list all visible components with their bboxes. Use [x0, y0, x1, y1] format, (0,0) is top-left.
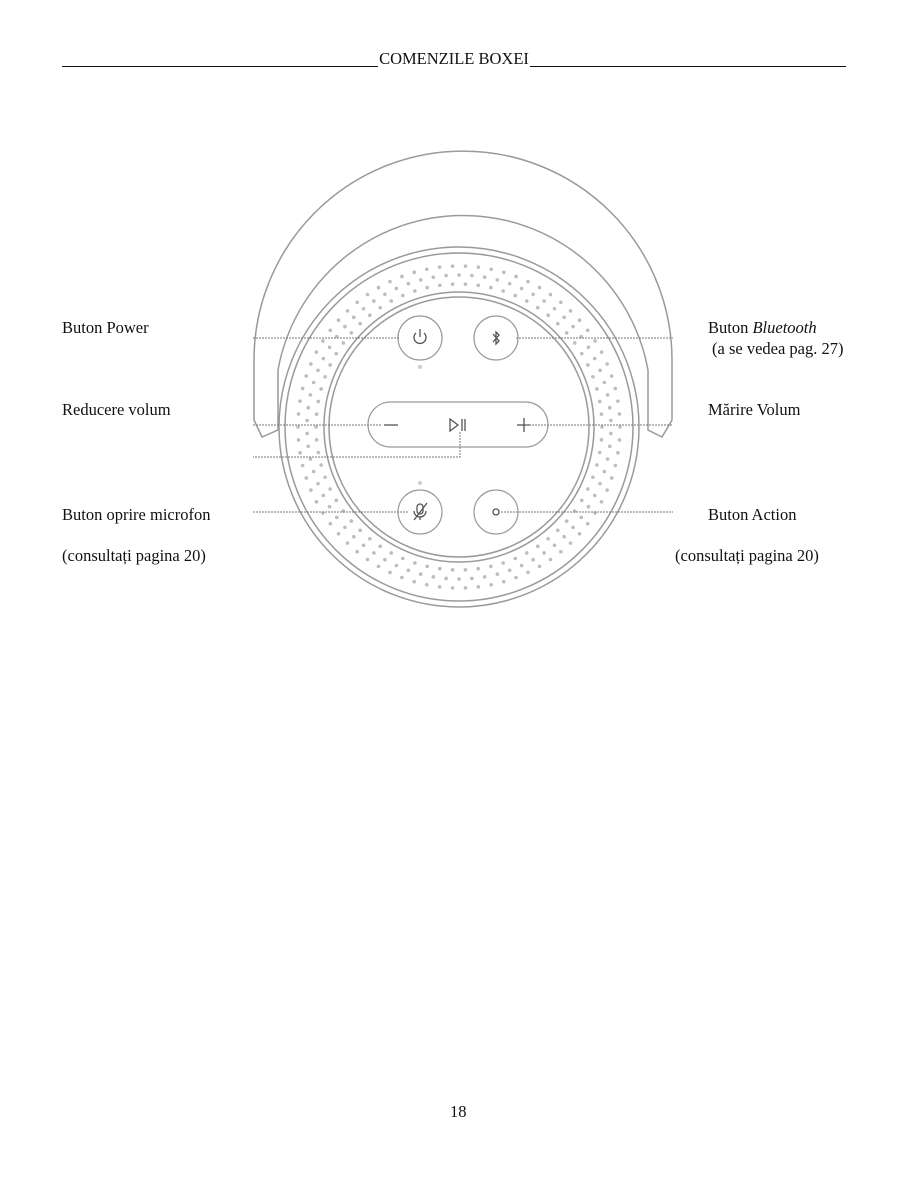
- grille-dot: [309, 393, 313, 397]
- grille-dot: [549, 558, 553, 562]
- grille-dot: [489, 286, 493, 290]
- grille-dot: [514, 275, 518, 279]
- grille-dot: [549, 293, 553, 297]
- grille-dot: [438, 567, 442, 571]
- grille-dot: [346, 541, 350, 545]
- grille-dot: [319, 463, 323, 467]
- grille-dot: [343, 526, 347, 530]
- grille-dot: [355, 300, 359, 304]
- grille-dot: [470, 274, 474, 278]
- grille-dot: [309, 362, 313, 366]
- grille-dot: [328, 346, 332, 350]
- grille-dot: [388, 571, 392, 575]
- grille-dot: [593, 339, 597, 343]
- grille-dot: [580, 352, 584, 356]
- grille-dot: [355, 550, 359, 554]
- grille-dot: [562, 315, 566, 319]
- grille-dot: [514, 576, 518, 580]
- grille-dot: [538, 565, 542, 569]
- grille-dot: [438, 283, 442, 287]
- grille-dot: [413, 561, 417, 565]
- grille-dot: [618, 438, 622, 442]
- grille-dot: [412, 271, 416, 275]
- grille-dot: [603, 470, 607, 474]
- grille-dot: [489, 267, 493, 271]
- grille-dot: [464, 586, 468, 590]
- grille-dot: [562, 535, 566, 539]
- grille-dot: [546, 537, 550, 541]
- grille-dot: [301, 387, 305, 391]
- grille-dot: [542, 551, 546, 555]
- label-bluetooth-ref: (a se vedea pag. 27): [712, 339, 844, 358]
- grille-dot: [328, 522, 332, 526]
- grille-dot: [600, 350, 604, 354]
- grille-dot: [501, 289, 505, 293]
- grille-dot: [304, 476, 308, 480]
- grille-dot: [489, 583, 493, 587]
- grille-dot: [328, 487, 332, 491]
- grille-dot: [556, 529, 560, 533]
- grille-dot: [614, 387, 618, 391]
- grille-dot: [573, 341, 577, 345]
- grille-dot: [513, 294, 517, 298]
- grille-dot: [323, 375, 327, 379]
- grille-dot: [407, 569, 411, 573]
- grille-dot: [477, 265, 481, 269]
- grille-dot: [569, 309, 573, 313]
- label-action-button: Buton Action: [708, 505, 797, 524]
- power-led: [418, 365, 422, 369]
- grille-dot: [377, 565, 381, 569]
- grille-dot: [600, 425, 604, 429]
- grille-dot: [606, 393, 610, 397]
- grille-dot: [569, 541, 573, 545]
- grille-dot: [305, 419, 309, 423]
- grille-dot: [513, 557, 517, 561]
- grille-dot: [496, 572, 500, 576]
- grille-dot: [298, 399, 302, 403]
- grille-dot: [334, 499, 338, 503]
- grille-dot: [556, 322, 560, 326]
- grille-dot: [477, 585, 481, 589]
- grille-dot: [395, 564, 399, 568]
- grille-dot: [502, 271, 506, 275]
- grille-dot: [489, 565, 493, 569]
- grille-dot: [598, 400, 602, 404]
- grille-dot: [337, 318, 341, 322]
- grille-dot: [608, 406, 612, 410]
- grille-dot: [501, 561, 505, 565]
- grille-dot: [565, 331, 569, 335]
- grille-dot: [395, 287, 399, 291]
- grille-dot: [609, 432, 613, 436]
- grille-dot: [438, 265, 442, 269]
- grille-dot: [306, 406, 310, 410]
- grille-dot: [520, 564, 524, 568]
- grille-dot: [451, 264, 455, 268]
- grille-dot: [328, 505, 332, 509]
- grille-dot: [579, 516, 583, 520]
- grille-dot: [298, 451, 302, 455]
- grille-dot: [312, 381, 316, 385]
- grille-dot: [476, 567, 480, 571]
- grille-dot: [401, 294, 405, 298]
- grille-dot: [368, 537, 372, 541]
- grille-dot: [383, 558, 387, 562]
- grille-dot: [419, 278, 423, 282]
- grille-dot: [526, 280, 530, 284]
- grille-dot: [451, 586, 455, 590]
- grille-dot: [603, 381, 607, 385]
- grille-dot: [451, 282, 455, 286]
- grille-dot: [559, 550, 563, 554]
- grille-dot: [321, 357, 325, 361]
- label-bluetooth-button: [708, 318, 817, 338]
- grille-dot: [413, 289, 417, 293]
- grille-dot: [377, 286, 381, 290]
- grille-dot: [352, 535, 356, 539]
- grille-dot: [525, 299, 529, 303]
- grille-dot: [358, 322, 362, 326]
- grille-dot: [591, 375, 595, 379]
- grille-dot: [352, 315, 356, 319]
- grille-dot: [553, 307, 557, 311]
- grille-dot: [553, 543, 557, 547]
- grille-dot: [296, 425, 300, 429]
- power-button: [398, 316, 442, 360]
- grille-dot: [400, 576, 404, 580]
- grille-dot: [586, 522, 590, 526]
- grille-dot: [372, 299, 376, 303]
- grille-dot: [297, 412, 301, 416]
- grille-dot: [526, 571, 530, 575]
- grille-dot: [328, 328, 332, 332]
- grille-dot: [457, 273, 461, 277]
- grille-dot: [470, 577, 474, 581]
- grille-dot: [334, 352, 338, 356]
- grille-dot: [368, 313, 372, 317]
- grille-dot: [315, 500, 319, 504]
- grille-dot: [400, 275, 404, 279]
- grille-dot: [444, 274, 448, 278]
- grille-dot: [531, 558, 535, 562]
- grille-dot: [587, 505, 591, 509]
- grille-dot: [598, 482, 602, 486]
- grille-dot: [580, 499, 584, 503]
- grille-dot: [312, 470, 316, 474]
- grille-dot: [571, 325, 575, 329]
- grille-dot: [559, 300, 563, 304]
- grille-dot: [605, 362, 609, 366]
- grille-dot: [618, 412, 622, 416]
- grille-dot: [309, 457, 313, 461]
- grille-dot: [538, 286, 542, 290]
- grille-dot: [316, 482, 320, 486]
- grille-dot: [362, 543, 366, 547]
- grille-dot: [609, 419, 613, 423]
- grille-dot: [425, 565, 429, 569]
- grille-dot: [306, 445, 310, 449]
- grille-dot: [383, 293, 387, 297]
- label-action-ref: (consultați pagina 20): [675, 546, 819, 565]
- grille-dot: [388, 280, 392, 284]
- grille-dot: [502, 580, 506, 584]
- grille-dot: [586, 328, 590, 332]
- grille-dot: [457, 577, 461, 581]
- grille-dot: [578, 318, 582, 322]
- grille-dot: [366, 293, 370, 297]
- label-mic-ref: (consultați pagina 20): [62, 546, 206, 565]
- grille-dot: [378, 545, 382, 549]
- grille-dot: [586, 487, 590, 491]
- grille-dot: [444, 577, 448, 581]
- grille-dot: [598, 451, 602, 455]
- grille-dot: [304, 374, 308, 378]
- grille-dot: [346, 309, 350, 313]
- grille-dot: [600, 500, 604, 504]
- grille-dot: [531, 293, 535, 297]
- grille-dot: [536, 545, 540, 549]
- grille-dot: [483, 575, 487, 579]
- grille-dot: [610, 374, 614, 378]
- grille-dot: [425, 267, 429, 271]
- grille-dot: [407, 282, 411, 286]
- label-power-button: Buton Power: [62, 318, 149, 337]
- grille-dot: [342, 341, 346, 345]
- grille-dot: [425, 286, 429, 290]
- grille-dot: [520, 287, 524, 291]
- label-bluetooth-prefix: Buton: [708, 318, 753, 337]
- grille-dot: [525, 551, 529, 555]
- label-mic-off: Buton oprire microfon: [62, 505, 211, 524]
- grille-dot: [337, 532, 341, 536]
- grille-dot: [315, 438, 319, 442]
- grille-dot: [358, 529, 362, 533]
- grille-dot: [546, 313, 550, 317]
- grille-dot: [536, 306, 540, 310]
- grille-dot: [309, 488, 313, 492]
- grille-dot: [476, 283, 480, 287]
- grille-dot: [315, 350, 319, 354]
- label-volume-down: Reducere volum: [62, 400, 171, 419]
- grille-dot: [598, 369, 602, 373]
- grille-dot: [319, 387, 323, 391]
- grille-dot: [323, 475, 327, 479]
- grille-dot: [618, 425, 622, 429]
- grille-dot: [316, 451, 320, 455]
- label-bluetooth-italic: Bluetooth: [752, 318, 817, 337]
- grille-dot: [343, 325, 347, 329]
- grille-dot: [305, 432, 309, 436]
- grille-dot: [571, 526, 575, 530]
- mic-led: [418, 481, 422, 485]
- grille-dot: [316, 400, 320, 404]
- grille-dot: [591, 475, 595, 479]
- grille-dot: [483, 275, 487, 279]
- grille-dot: [587, 346, 591, 350]
- grille-dot: [389, 551, 393, 555]
- grille-dot: [578, 532, 582, 536]
- grille-dot: [586, 363, 590, 367]
- grille-dot: [451, 568, 455, 572]
- grille-dot: [328, 363, 332, 367]
- grille-dot: [593, 357, 597, 361]
- grille-dot: [321, 494, 325, 498]
- grille-dot: [314, 425, 318, 429]
- grille-dot: [432, 575, 436, 579]
- grille-dot: [425, 583, 429, 587]
- grille-dot: [301, 464, 305, 468]
- page-number: 18: [450, 1102, 467, 1121]
- grille-dot: [595, 387, 599, 391]
- grille-dot: [315, 412, 319, 416]
- grille-dot: [366, 558, 370, 562]
- grille-dot: [608, 445, 612, 449]
- grille-dot: [335, 516, 339, 520]
- grille-dot: [316, 369, 320, 373]
- grille-dot: [565, 519, 569, 523]
- header-title: COMENZILE BOXEI: [379, 49, 529, 68]
- grille-dot: [593, 494, 597, 498]
- grille-dot: [508, 569, 512, 573]
- grille-dot: [542, 299, 546, 303]
- grille-dot: [496, 278, 500, 282]
- grille-dot: [401, 557, 405, 561]
- grille-dot: [464, 264, 468, 268]
- grille-dot: [606, 457, 610, 461]
- grille-dot: [432, 275, 436, 279]
- grille-dot: [350, 519, 354, 523]
- grille-dot: [350, 331, 354, 335]
- grille-dot: [595, 463, 599, 467]
- grille-dot: [610, 476, 614, 480]
- grille-dot: [419, 572, 423, 576]
- grille-dot: [600, 412, 604, 416]
- grille-dot: [464, 282, 468, 286]
- grille-dot: [321, 339, 325, 343]
- grille-dot: [438, 585, 442, 589]
- grille-dot: [389, 299, 393, 303]
- grille-dot: [616, 451, 620, 455]
- grille-dot: [508, 282, 512, 286]
- grille-dot: [616, 399, 620, 403]
- grille-dot: [297, 438, 301, 442]
- grille-dot: [605, 488, 609, 492]
- grille-dot: [614, 464, 618, 468]
- grille-dot: [600, 438, 604, 442]
- grille-dot: [362, 307, 366, 311]
- grille-dot: [412, 580, 416, 584]
- grille-dot: [372, 551, 376, 555]
- grille-dot: [464, 568, 468, 572]
- label-volume-up: Mărire Volum: [708, 400, 801, 419]
- grille-dot: [378, 306, 382, 310]
